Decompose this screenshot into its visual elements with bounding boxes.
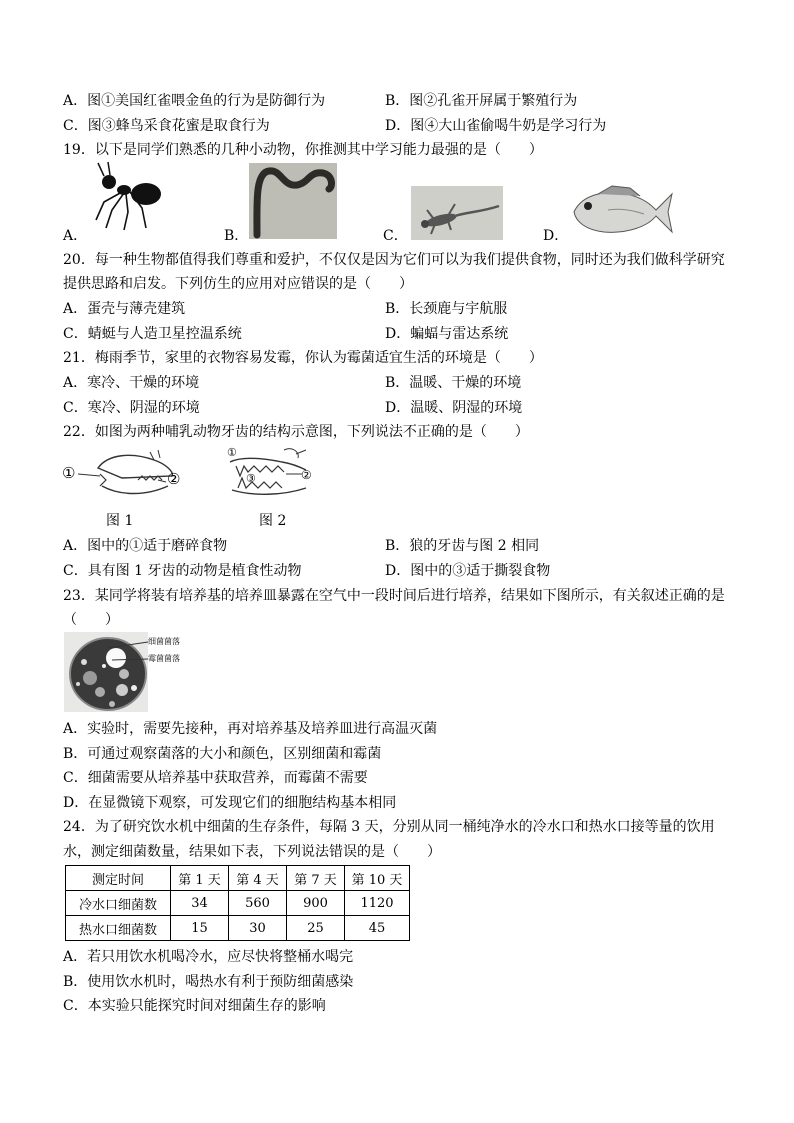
table-header-cell: 测定时间 [66,866,171,891]
q24-stem-line1: 24．为了研究饮水机中细菌的生存条件，每隔 3 天，分别从同一桶纯净水的冷水口和热水口接等量的饮用 [63,819,715,835]
q23-option-c: C．细菌需要从培养基中获取营养，而霉菌不需要 [63,770,368,786]
table-header-cell: 第 4 天 [229,866,287,891]
q21-option-d: D．温暖、阴湿的环境 [385,400,523,416]
table-header-cell: 第 10 天 [345,866,410,891]
q21-option-c: C．寒冷、阴湿的环境 [63,400,200,416]
q19-option-b: B． [224,228,249,244]
q22-option-d: D．图中的③适于撕裂食物 [385,563,551,579]
fig1-marker-2: ② [167,470,181,488]
q21-option-a: A．寒冷、干燥的环境 [63,375,200,391]
fig2-marker-1: ① [227,446,237,459]
q21-stem: 21．梅雨季节，家里的衣物容易发霉，你认为霉菌适宜生活的环境是（ ） [63,350,543,366]
q20-stem-line1: 20．每一种生物都值得我们尊重和爱护，不仅仅是因为它们可以为我们提供食物，同时还为我们做科学研究 [63,252,725,268]
table-cell: 45 [345,916,410,941]
q18-option-d: D．图④大山雀偷喝牛奶是学习行为 [385,118,607,134]
table-cell: 15 [171,916,229,941]
table-header-row [66,866,410,891]
table-cell: 560 [229,891,287,916]
q20-option-d: D．蝙蝠与雷达系统 [385,326,509,342]
q19-option-a: A． [63,228,88,244]
table-row [66,891,410,916]
fish-image [568,182,674,238]
bacteria-count-table [65,865,410,941]
q20-option-c: C．蜻蜓与人造卫星控温系统 [63,326,242,342]
q22-option-c: C．具有图 1 牙齿的动物是植食性动物 [63,563,302,579]
q20-option-b: B．长颈鹿与宇航服 [385,301,508,317]
table-cell: 34 [171,891,229,916]
earthworm-image [249,163,337,239]
figure-2-caption: 图 2 [259,513,287,529]
bacterial-colony-label: 细菌菌落 [148,637,180,646]
fig2-marker-2: ② [301,468,312,482]
q19-option-c: C． [383,228,408,244]
q23-option-d: D．在显微镜下观察，可发现它们的细胞结构基本相同 [63,795,397,811]
table-cell: 900 [287,891,345,916]
table-header-cell: 第 1 天 [171,866,229,891]
q18-option-b: B．图②孔雀开屏属于繁殖行为 [385,93,578,109]
q22-option-b: B．狼的牙齿与图 2 相同 [385,538,540,554]
table-cell: 25 [287,916,345,941]
fig2-marker-3: ③ [246,472,256,485]
table-cell: 30 [229,916,287,941]
q23-option-a: A．实验时，需要先接种，再对培养基及培养皿进行高温灭菌 [63,721,438,737]
ant-image [84,160,170,238]
mold-colony-label: 霉菌菌落 [148,654,180,663]
q21-option-b: B．温暖、干燥的环境 [385,375,522,391]
q22-option-a: A．图中的①适于磨碎食物 [63,538,228,554]
table-cell: 冷水口细菌数 [66,891,171,916]
table-header-cell: 第 7 天 [287,866,345,891]
q24-option-b: B．使用饮水机时，喝热水有利于预防细菌感染 [63,974,354,990]
table-row [66,916,410,941]
q23-option-b: B．可通过观察菌落的大小和颜色，区别细菌和霉菌 [63,746,382,762]
q23-stem-line2: （ ） [63,612,119,628]
q24-stem-line2: 水，测定细菌数量，结果如下表，下列说法错误的是（ ） [63,844,441,860]
q20-option-a: A．蛋壳与薄壳建筑 [63,301,186,317]
q24-option-c: C．本实验只能探究时间对细菌生存的影响 [63,998,326,1014]
petri-dish-leader-lines [108,638,150,664]
q20-stem-line2: 提供思路和启发。下列仿生的应用对应错误的是（ ） [63,276,413,292]
q22-stem: 22．如图为两种哺乳动物牙齿的结构示意图，下列说法不正确的是（ ） [63,424,529,440]
table-cell: 1120 [345,891,410,916]
lizard-image [411,186,503,240]
q18-option-c: C．图③蜂鸟采食花蜜是取食行为 [63,118,270,134]
q19-stem: 19．以下是同学们熟悉的几种小动物，你推测其中学习能力最强的是（ ） [63,142,543,158]
q23-stem-line1: 23．某同学将装有培养基的培养皿暴露在空气中一段时间后进行培养，结果如下图所示，有关叙述正确的是 [63,588,725,604]
fig1-marker-1: ① [62,464,76,482]
figure-1-caption: 图 1 [106,513,134,529]
table-cell: 热水口细菌数 [66,916,171,941]
q18-option-a: A．图①美国红雀喂金鱼的行为是防御行为 [63,93,326,109]
q24-option-a: A．若只用饮水机喝冷水，应尽快将整桶水喝完 [63,949,354,965]
q19-option-d: D． [543,228,569,244]
